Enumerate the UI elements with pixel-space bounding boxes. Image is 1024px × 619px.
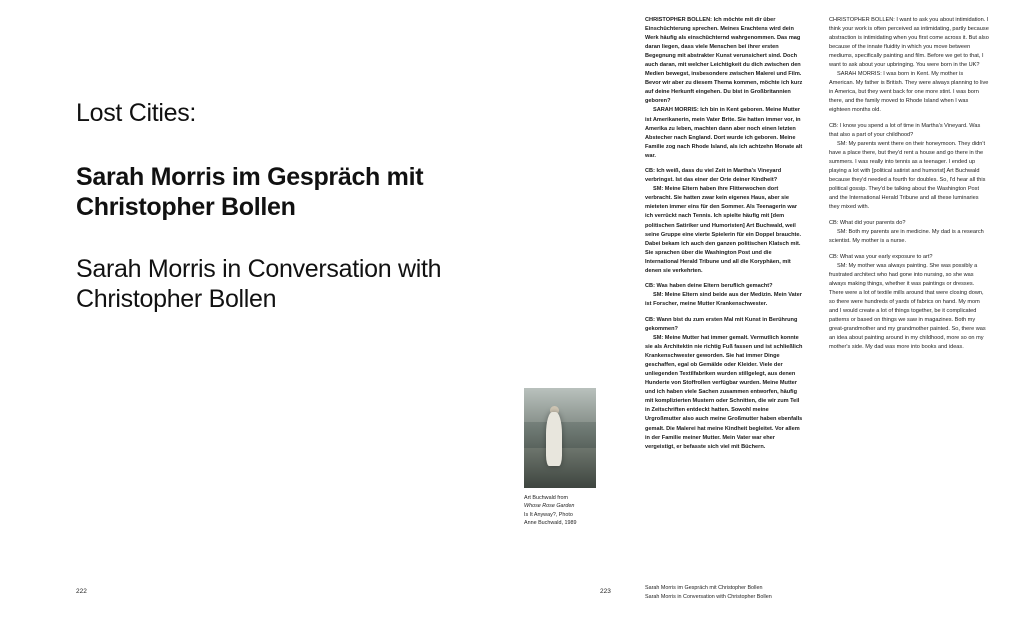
- paragraph: SM: My parents went there on their honeymoon. They didn't have a place there, but they'd rent a house and go there in the summers. I was really into tennis as a teenager. I ended up playing a lot with [political satirist and humorist] Art Buchwald because they'd needed a fourth for doubles. So, I'd hear all this political gossip. They'd be talking about the Washington Post and the International Herald Tribune and all these luminaries they mixed with.: [829, 141, 986, 211]
- paragraph: CB: Ich weiß, dass du viel Zeit in Martha's Vineyard verbringst. Ist das einer der Orte deiner Kindheit?: [645, 168, 782, 184]
- paragraph: CB: What was your early exposure to art?: [829, 253, 933, 260]
- right-page: [512, 0, 1024, 619]
- paragraph: SM: My mother was always painting. She was possibly a frustrated architect who had gone into nursing, so she was always making things, whether it was paintings or dresses. There were a lot of textile mills around that were closing down, so there were hundreds of yards of fabrics on hand. My mom and I would create a lot of things together, be it complicated patterns or based on things we saw in magazines. Both my great-grandmother and my grandmother painted. So, there was an idea about painting around in my childhood, more so on my mother's side. My dad was more into books and ideas.: [829, 262, 986, 351]
- title-german: Sarah Morris im Gespräch mit Christopher Bollen: [76, 163, 424, 221]
- paragraph: CB: Was haben deine Eltern beruflich gemacht?: [645, 283, 773, 290]
- paragraph: SM: Meine Eltern sind beide aus der Medizin. Mein Vater ist Forscher, meine Mutter Krankenschwester.: [645, 292, 802, 308]
- caption-line-2: Whose Rose Garden: [524, 503, 575, 510]
- folio-right: 223: [600, 588, 611, 595]
- paragraph: CB: I know you spend a lot of time in Martha's Vineyard. Was that also a part of your childhood?: [829, 123, 981, 139]
- paragraph: CB: Wann bist du zum ersten Mal mit Kunst in Berührung gekommen?: [645, 316, 798, 332]
- paragraph: SARAH MORRIS: I was born in Kent. My mother is American. My father is British. They were always planning to live in America, but they went back for one more stint. I was born there, and the family moved to Rhode Island when I was eighteen months old.: [829, 71, 989, 114]
- text-columns: [645, 16, 990, 452]
- paragraph: SM: Meine Mutter hat immer gemalt. Vermutlich konnte sie als Architektin nie richtig Fuß fassen und ist schließlich Krankenschwester geworden. Sie hat immer Dinge geschaffen, egal ob Gemälde oder Kleider. Viele der unliegenden Textilfabriken wurden stillgelegt, aus denen Hunderte von Stoffrollen verfügbar wurden. Meine Mutter und ich haben viele Sachen zusammen entworfen, häufig mit komplizierten Mustern oder Schnitten, die wir zum Teil in Zeitschriften entdeckt hatten. Sowohl meine Urgroßmutter also auch meine Großmutter haben ebenfalls gemalt. Die Malerei hat meine Kindheit begleitet. Vor allem in der Familie meiner Mutter. Mein Vater war eher vergeistigt, er befasste sich viel mit Büchern.: [645, 335, 803, 450]
- paragraph: CB: What did your parents do?: [829, 219, 906, 226]
- page-title: Lost Cities:: [76, 99, 197, 127]
- running-head-english: Sarah Morris in Conversation with Christopher Bollen: [645, 593, 772, 600]
- caption-line-1: Art Buchwald from: [524, 495, 569, 501]
- paragraph: CHRISTOPHER BOLLEN: Ich möchte mit dir über Einschüchterung sprechen. Meines Erachtens wird dein Werk häufig als einschüchternd wahrgenommen. Das mag daran liegen, dass viele Menschen bei ihrer ersten Begegnung mit abstrakter Kunst verunsichert sind. Doch auch daran, mit welcher Leichtigkeit du dich zwischen den Medien bewegst, insbesondere zwischen Malerei und Film. Bevor wir aber zu diesem Thema kommen, möchte ich kurz auf deine Herkunft eingehen. Du bist in Großbritannien geboren?: [645, 17, 803, 105]
- folio-left: 222: [76, 588, 87, 595]
- paragraph: SARAH MORRIS: Ich bin in Kent geboren. Meine Mutter ist Amerikanerin, mein Vater Brite. Sie hatten immer vor, in Amerika zu leben, machten dann aber noch einen letzten Abstecher nach England. Dort wurde ich geboren. Meine Familie zog nach Rhode Island, als ich achtzehn Monate alt war.: [645, 107, 803, 159]
- caption-line-4: Anne Buchwald, 1989: [524, 520, 577, 527]
- paragraph: CHRISTOPHER BOLLEN: I want to ask you about intimidation. I think your work is often perceived as intimidating, partly because abstraction is intimidating when you first come across it. But also because of the innate fluidity in which you move between mediums, specifically painting and film. Before we get to that, I want to ask about your upbringing. You were born in the UK?: [829, 17, 989, 69]
- caption-line-3: Is It Anyway?, Photo: [524, 511, 573, 518]
- running-head-german: Sarah Morris im Gespräch mit Christopher Bollen: [645, 585, 763, 591]
- running-head: [645, 584, 772, 601]
- title-english: Sarah Morris in Conversation with Christopher Bollen: [76, 255, 442, 313]
- paragraph: SM: Both my parents are in medicine. My dad is a research scientist. My mother is a nurse.: [829, 229, 984, 245]
- column-english: [829, 16, 989, 452]
- title-block: [76, 98, 476, 314]
- paragraph: SM: Meine Eltern haben ihre Flitterwochen dort verbracht. Sie hatten zwar kein eigenes Haus, aber sie mieteten immer eins für den Sommer. Als Teenagerin war ich verrückt nach Tennis. Ich spielte häufig mit [dem politischen Satiriker und Humoristen] Art Buchwald, weil seine Gruppe eine vierte Spielerin für ein Doppel brauchte. Dabei bekam ich auch den ganzen politischen Klatsch mit. Sie sprachen über die Washington Post und die International Herald Tribune und all die Koryphäen, mit denen sie verkehrten.: [645, 186, 802, 274]
- column-german: [645, 16, 805, 452]
